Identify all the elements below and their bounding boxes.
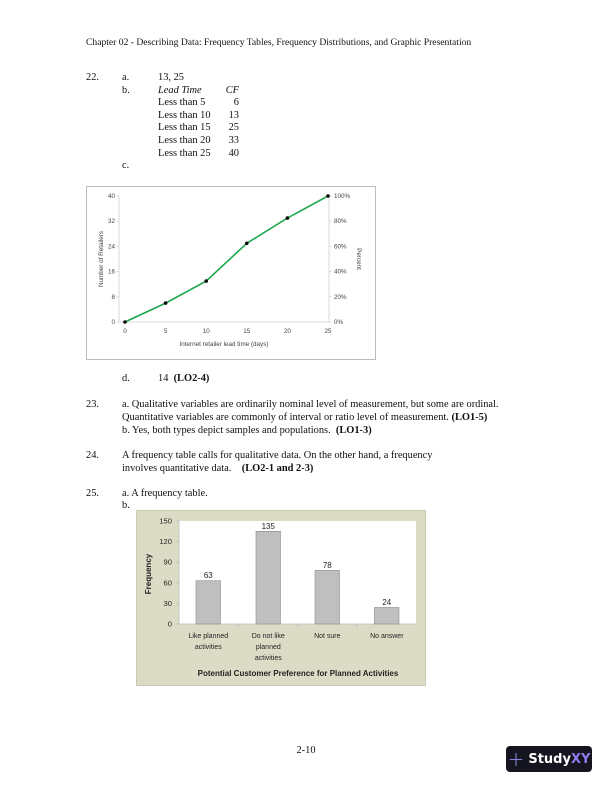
bar-chart-svg bbox=[137, 511, 425, 685]
svg-text:Not sure: Not sure bbox=[314, 633, 341, 640]
svg-text:30: 30 bbox=[163, 598, 172, 608]
question-25-number: 25. bbox=[86, 488, 99, 499]
cf-row-lead-time: Less than 15 bbox=[158, 122, 211, 134]
bar-do-not-like bbox=[256, 531, 281, 624]
question-24-number: 24. bbox=[86, 450, 99, 461]
svg-text:activities: activities bbox=[194, 644, 222, 651]
svg-text:90: 90 bbox=[163, 557, 172, 567]
svg-text:0: 0 bbox=[111, 319, 115, 326]
svg-text:60: 60 bbox=[163, 578, 172, 588]
ogive-svg bbox=[87, 187, 375, 359]
cf-table-header-cf: CF bbox=[225, 84, 239, 96]
cf-row-lead-time: Less than 5 bbox=[158, 97, 206, 109]
customer-preference-bar-chart bbox=[136, 510, 426, 686]
q22-a-label: a. bbox=[122, 72, 130, 83]
svg-text:100%: 100% bbox=[334, 193, 351, 200]
right-y-tick-labels bbox=[334, 193, 351, 326]
svg-text:8: 8 bbox=[111, 293, 115, 301]
svg-text:Do not like: Do not like bbox=[251, 633, 285, 640]
bar-no-answer bbox=[375, 608, 400, 625]
svg-text:5: 5 bbox=[163, 328, 168, 335]
q23-reference-a: (LO1-5) bbox=[451, 412, 488, 423]
svg-text:60%: 60% bbox=[334, 243, 347, 251]
svg-text:0: 0 bbox=[123, 328, 127, 335]
q22-c-label: c. bbox=[122, 160, 130, 172]
q23-reference-b: (LO1-3) bbox=[335, 425, 372, 436]
q22-b-label: b. bbox=[122, 84, 130, 96]
cumulative-frequency-chart bbox=[86, 186, 376, 360]
x-axis-title: Internet retailer lead time (days) bbox=[179, 341, 269, 348]
left-y-tick-labels bbox=[108, 193, 116, 326]
svg-text:10: 10 bbox=[202, 328, 210, 335]
cf-row-lead-time: Less than 10 bbox=[158, 109, 211, 121]
q23-line-1: a. Qualitative variables are ordinarily nominal level of measurement, but some are ordinal. bbox=[122, 399, 499, 410]
page-number: 2-10 bbox=[296, 745, 316, 756]
svg-text:63: 63 bbox=[203, 571, 213, 580]
svg-text:planned: planned bbox=[255, 644, 281, 651]
cumulative-frequency-line bbox=[125, 196, 328, 322]
svg-text:24: 24 bbox=[382, 598, 392, 607]
svg-text:120: 120 bbox=[159, 537, 172, 547]
svg-text:15: 15 bbox=[243, 328, 251, 335]
q22-a-answer: 13, 25 bbox=[158, 72, 184, 83]
cf-row-value: 33 bbox=[228, 135, 239, 146]
svg-text:16: 16 bbox=[107, 268, 115, 276]
y-axis-title: Number of Retailers bbox=[98, 231, 105, 287]
svg-text:Like planned: Like planned bbox=[188, 633, 229, 640]
category-labels bbox=[188, 633, 404, 662]
cf-row-value: 40 bbox=[228, 147, 239, 159]
svg-text:0: 0 bbox=[167, 619, 172, 629]
svg-text:150: 150 bbox=[159, 516, 172, 526]
bar-like-planned bbox=[196, 581, 221, 624]
q22-d-label: d. bbox=[122, 373, 130, 384]
q24-line-1: A frequency table calls for qualitative data. On the other hand, a frequency bbox=[122, 450, 433, 461]
q22-d-answer: 14 (LO2-4) bbox=[158, 373, 210, 384]
data-points bbox=[123, 194, 330, 324]
cf-table-header-lead-time: Lead Time bbox=[158, 84, 202, 96]
svg-text:25: 25 bbox=[324, 328, 332, 335]
q23-line-3: b. Yes, both types depict samples and populations. (LO1-3) bbox=[122, 425, 372, 436]
q25-b-label: b. bbox=[122, 500, 130, 511]
y2-axis-title: Percent bbox=[355, 248, 362, 270]
q23-line-2: Quantitative variables are commonly of interval or ratio level of measurement. (LO1-5) bbox=[122, 412, 488, 423]
y-axis-title: Frequency bbox=[144, 553, 153, 595]
brand-name: StudyXY bbox=[528, 751, 591, 767]
svg-text:24: 24 bbox=[107, 243, 115, 251]
cf-row-lead-time: Less than 25 bbox=[158, 147, 211, 159]
svg-text:40: 40 bbox=[107, 193, 115, 200]
bar-not-sure bbox=[315, 570, 340, 624]
q24-line-2: involves quantitative data. (LO2-1 and 2-3) bbox=[122, 463, 314, 474]
svg-text:20%: 20% bbox=[334, 293, 347, 301]
cf-row-value: 13 bbox=[228, 109, 239, 121]
question-23-number: 23. bbox=[86, 399, 99, 410]
x-axis-title: Potential Customer Preference for Planned Activities bbox=[197, 669, 399, 678]
svg-text:80%: 80% bbox=[334, 218, 347, 226]
y-tick-labels bbox=[159, 517, 172, 629]
plus-icon: + bbox=[507, 747, 525, 771]
svg-text:78: 78 bbox=[322, 561, 332, 570]
q24-reference: (LO2-1 and 2-3) bbox=[241, 463, 314, 474]
chapter-header: Chapter 02 - Describing Data: Frequency Tables, Frequency Distributions, and Graphic Presentation bbox=[86, 37, 472, 48]
svg-text:135: 135 bbox=[261, 522, 275, 531]
studyxy-badge[interactable] bbox=[506, 746, 592, 772]
svg-text:0%: 0% bbox=[334, 319, 344, 326]
cf-row-value: 25 bbox=[228, 122, 239, 134]
svg-text:No answer: No answer bbox=[370, 633, 404, 640]
cf-row-lead-time: Less than 20 bbox=[158, 135, 211, 146]
cf-row-value: 6 bbox=[233, 97, 239, 109]
q22-d-reference: (LO2-4) bbox=[173, 373, 210, 384]
svg-text:32: 32 bbox=[107, 218, 115, 226]
x-tick-labels bbox=[123, 328, 332, 335]
svg-text:activities: activities bbox=[254, 655, 282, 662]
q25-a-answer: a. A frequency table. bbox=[122, 488, 208, 499]
question-22-number: 22. bbox=[86, 72, 99, 83]
svg-text:20: 20 bbox=[283, 328, 291, 335]
svg-text:40%: 40% bbox=[334, 268, 347, 276]
